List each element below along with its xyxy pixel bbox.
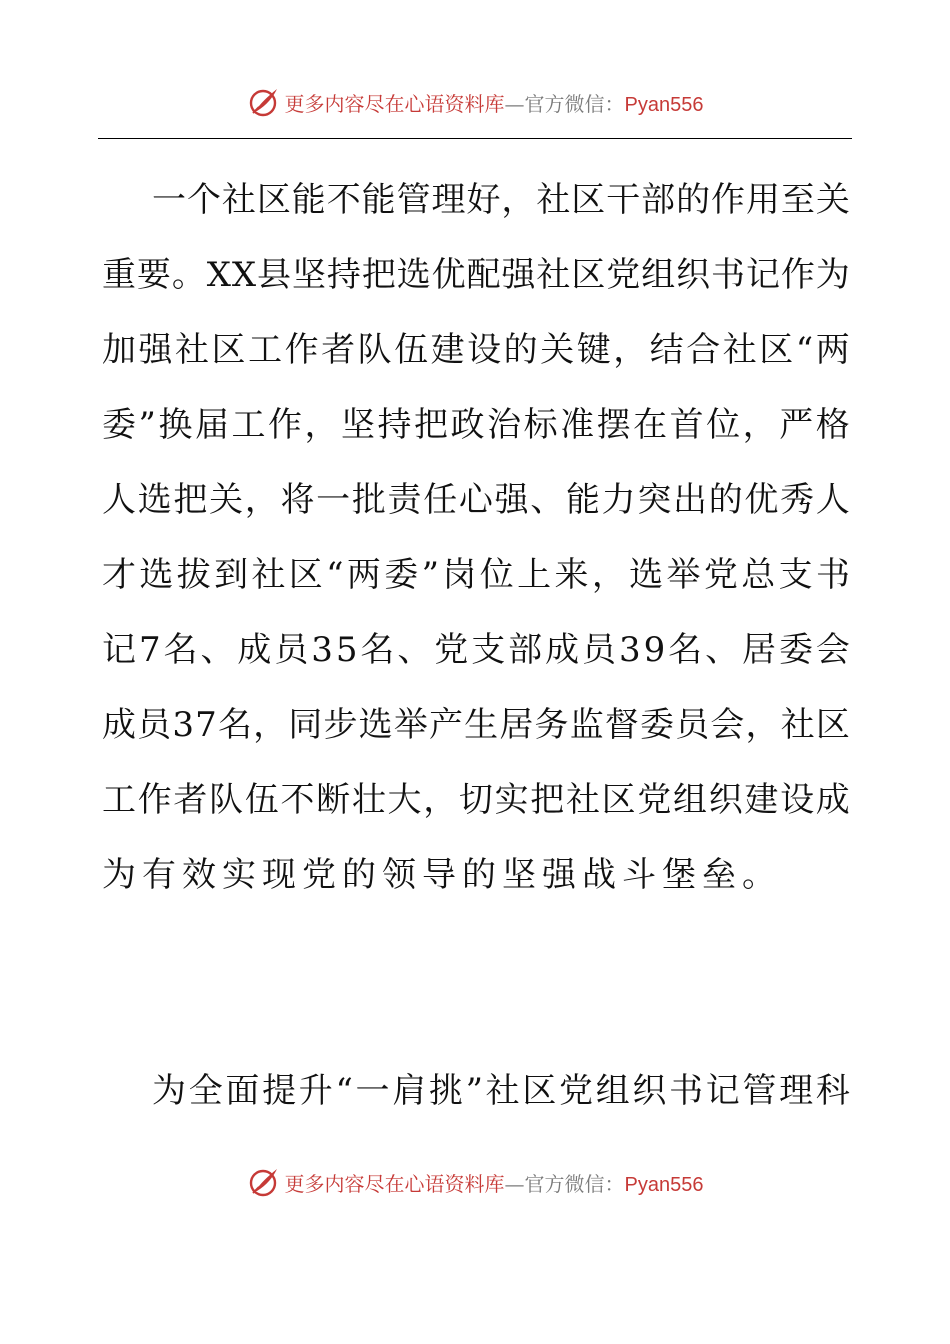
footer-banner-id: Pyan556: [624, 1173, 704, 1196]
paragraph-1-line: 才 选 拔 到 社 区 “ 两 委 ” 岗 位 上 来 ， 选 举 党 总 支 书: [102, 555, 850, 595]
paragraph-1-line: 委 ” 换 届 工 作 ， 坚 持 把 政 治 标 准 摆 在 首 位 ， 严 格: [102, 405, 850, 445]
header-banner-text: [285, 88, 704, 117]
paragraph-1-line: 工 作 者 队 伍 不 断 壮 大 ， 切 实 把 社 区 党 组 织 建 设 成: [102, 780, 850, 820]
paragraph-2-line: 为 全 面 提 升 “ 一 肩 挑 ” 社 区 党 组 织 书 记 管 理 科: [152, 1071, 850, 1111]
quill-pen-logo-icon: [247, 85, 281, 119]
paragraph-1-line: 成 员 3 7 名 ， 同 步 选 举 产 生 居 务 监 督 委 员 会 ， 社 区: [102, 705, 850, 745]
header-banner-separator: —官方微信：: [504, 91, 625, 116]
paragraph-1-line: 为有效实现党的领导的坚强战斗堡垒。: [102, 855, 782, 895]
header-banner-main: 更多内容尽在心语资料库: [284, 91, 505, 116]
header-divider: [98, 138, 852, 139]
footer-banner-separator: —官方微信：: [504, 1171, 625, 1196]
footer-banner: [0, 1162, 950, 1202]
header-banner: [0, 82, 950, 122]
footer-banner-text: [285, 1168, 704, 1197]
paragraph-1-line: 人 选 把 关 ， 将 一 批 责 任 心 强 、 能 力 突 出 的 优 秀 人: [102, 480, 850, 520]
paragraph-1-line: 一 个 社 区 能 不 能 管 理 好 ， 社 区 干 部 的 作 用 至 关: [152, 180, 850, 220]
footer-banner-main: 更多内容尽在心语资料库: [284, 1171, 505, 1196]
paragraph-1-line: 加 强 社 区 工 作 者 队 伍 建 设 的 关 键 ， 结 合 社 区 “ 两: [102, 330, 850, 370]
quill-pen-logo-icon: [247, 1165, 281, 1199]
paragraph-1-line: 记 7 名 、 成 员 3 5 名 、 党 支 部 成 员 3 9 名 、 居 委 会: [102, 630, 850, 670]
paragraph-1-line: 重 要 。 X X 县 坚 持 把 选 优 配 强 社 区 党 组 织 书 记 作 为: [102, 255, 850, 295]
header-banner-id: Pyan556: [624, 93, 704, 116]
